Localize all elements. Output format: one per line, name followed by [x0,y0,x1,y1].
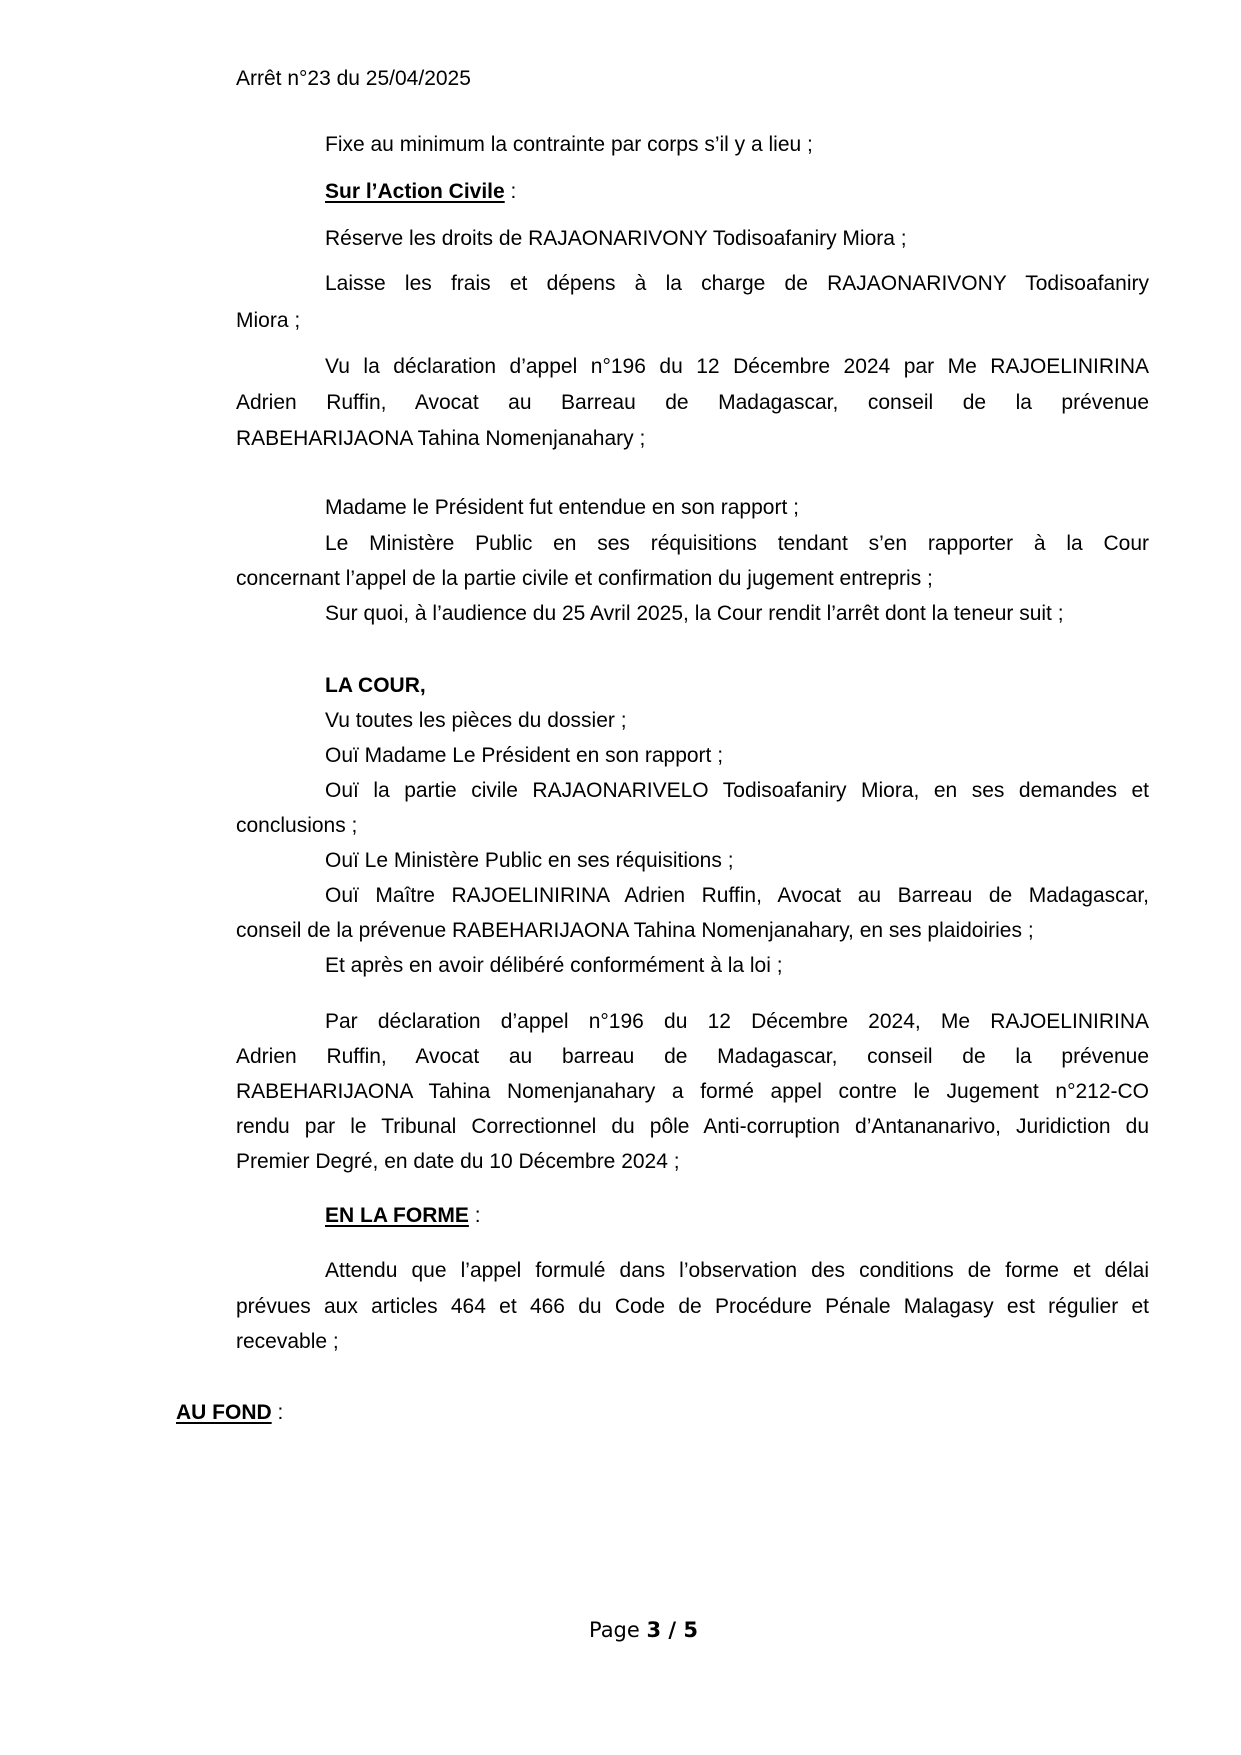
court-item-counsel-line-1: Ouï Maître RAJOELINIRINA Adrien Ruffin, Avocat au Barreau de Madagascar, [325,884,1149,907]
court-item-counsel-line-2: conseil de la prévenue RABEHARIJAONA Tahina Nomenjanahary, en ses plaidoiries ; [236,919,1034,942]
page-footer [0,1617,1241,1643]
paragraph-admissibility-line-1: Attendu que l’appel formulé dans l’observation des conditions de forme et délai [325,1259,1149,1282]
court-item-deliberation: Et après en avoir délibéré conformément à la loi ; [325,954,783,977]
paragraph-declaration-line-3: RABEHARIJAONA Tahina Nomenjanahary a formé appel contre le Jugement n°212-CO [236,1080,1149,1103]
form-heading-text: EN LA FORME [325,1204,469,1227]
paragraph-admissibility-line-3: recevable ; [236,1330,339,1353]
civil-action-heading-text: Sur l’Action Civile [325,180,505,203]
document-header: Arrêt n°23 du 25/04/2025 [236,67,471,90]
page-total: 5 [683,1618,699,1642]
paragraph-hearing: Sur quoi, à l’audience du 25 Avril 2025, la Cour rendit l’arrêt dont la teneur suit ; [325,602,1064,625]
merits-heading-text: AU FOND [176,1401,272,1424]
court-heading: LA COUR, [325,674,426,697]
civil-action-heading [325,179,516,205]
paragraph-fees-line-1: Laisse les frais et dépens à la charge de RAJAONARIVONY Todisoafaniry [325,272,1149,295]
paragraph-admissibility-line-2: prévues aux articles 464 et 466 du Code de Procédure Pénale Malagasy est régulier et [236,1295,1149,1318]
civil-action-heading-colon: : [504,180,517,203]
paragraph-fees-line-2: Miora ; [236,309,301,332]
court-item-civil-party-line-1: Ouï la partie civile RAJAONARIVELO Todisoafaniry Miora, en ses demandes et [325,779,1149,802]
form-heading-colon: : [468,1204,481,1227]
merits-heading-colon: : [271,1401,284,1424]
paragraph-declaration-line-5: Premier Degré, en date du 10 Décembre 2024 ; [236,1150,680,1173]
paragraph-president-report: Madame le Président fut entendue en son rapport ; [325,496,799,519]
form-heading [325,1203,481,1229]
paragraph-declaration-line-2: Adrien Ruffin, Avocat au barreau de Madagascar, conseil de la prévenue [236,1045,1149,1068]
court-item-civil-party-line-2: conclusions ; [236,814,358,837]
page-current: 3 [646,1618,662,1642]
court-item-ministry: Ouï Le Ministère Public en ses réquisitions ; [325,849,734,872]
merits-heading [176,1400,283,1426]
paragraph-appeal-line-3: RABEHARIJAONA Tahina Nomenjanahary ; [236,427,646,450]
paragraph-constraint: Fixe au minimum la contrainte par corps s’il y a lieu ; [325,133,813,156]
paragraph-appeal-line-2: Adrien Ruffin, Avocat au Barreau de Madagascar, conseil de la prévenue [236,391,1149,414]
court-item-documents: Vu toutes les pièces du dossier ; [325,709,627,732]
paragraph-ministry-line-2: concernant l’appel de la partie civile et confirmation du jugement entrepris ; [236,567,933,590]
paragraph-declaration-line-1: Par déclaration d’appel n°196 du 12 Décembre 2024, Me RAJOELINIRINA [325,1010,1149,1033]
page-separator: / [661,1618,684,1642]
paragraph-ministry-line-1: Le Ministère Public en ses réquisitions tendant s’en rapporter à la Cour [325,532,1149,555]
paragraph-appeal-line-1: Vu la déclaration d’appel n°196 du 12 Décembre 2024 par Me RAJOELINIRINA [325,355,1149,378]
paragraph-reserve-rights: Réserve les droits de RAJAONARIVONY Todisoafaniry Miora ; [325,227,907,250]
paragraph-declaration-line-4: rendu par le Tribunal Correctionnel du pôle Anti-corruption d’Antananarivo, Juridiction du [236,1115,1149,1138]
page-label: Page [588,1618,647,1642]
court-item-president: Ouï Madame Le Président en son rapport ; [325,744,724,767]
